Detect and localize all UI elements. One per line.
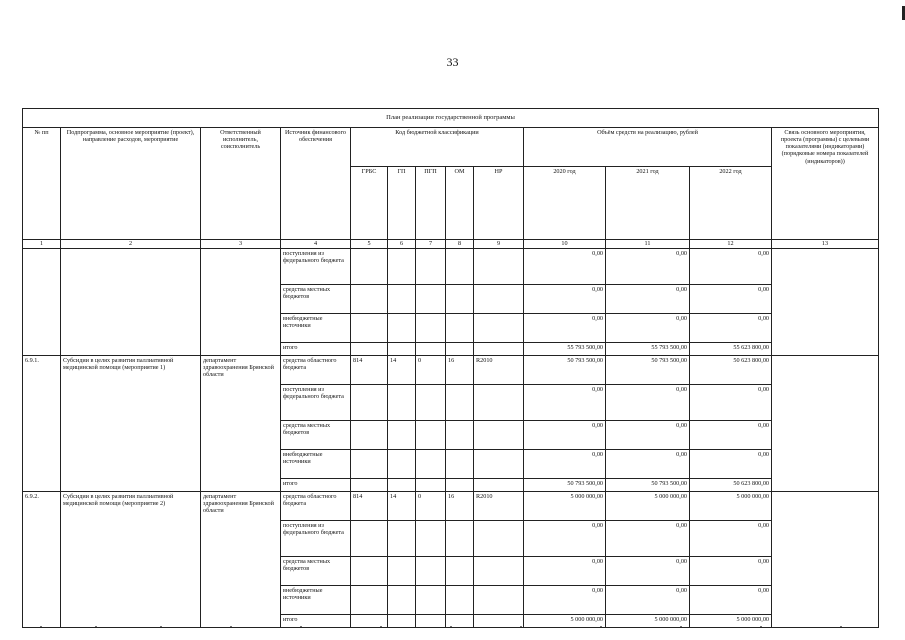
code-grbs-cell <box>351 385 388 421</box>
amount-2021-cell: 0,00 <box>606 586 690 615</box>
code-gp-cell <box>388 314 416 343</box>
column-number: 3 <box>201 240 281 249</box>
amount-2022-cell: 0,00 <box>690 586 772 615</box>
code-gp-cell <box>388 249 416 285</box>
code-om-cell <box>446 285 474 314</box>
amount-2022-cell: 0,00 <box>690 557 772 586</box>
code-nr-cell <box>474 586 524 615</box>
header-pgp: ПГП <box>416 167 446 240</box>
indicator-cell <box>772 356 879 492</box>
code-om-cell: 16 <box>446 492 474 521</box>
amount-2020-cell: 0,00 <box>524 557 606 586</box>
code-nr-cell: R2010 <box>474 356 524 385</box>
amount-2021-cell: 0,00 <box>606 521 690 557</box>
code-gp-cell: 14 <box>388 356 416 385</box>
table-caption: План реализации государственной программы <box>23 109 879 128</box>
amount-2021-cell: 5 000 000,00 <box>606 615 690 628</box>
code-gp-cell <box>388 586 416 615</box>
code-om-cell <box>446 479 474 492</box>
header-gp: ГП <box>388 167 416 240</box>
code-gp-cell <box>388 421 416 450</box>
code-om-cell <box>446 521 474 557</box>
code-nr-cell <box>474 285 524 314</box>
indicator-cell <box>772 249 879 356</box>
code-gp-cell <box>388 521 416 557</box>
source-cell: поступления из федерального бюджета <box>281 521 351 557</box>
header-source: Источник финансового обеспечения <box>281 128 351 240</box>
header-row <box>23 128 879 167</box>
amount-2020-cell: 50 793 500,00 <box>524 356 606 385</box>
source-cell: средства областного бюджета <box>281 356 351 385</box>
column-number: 2 <box>61 240 201 249</box>
code-grbs-cell <box>351 479 388 492</box>
amount-2020-cell: 0,00 <box>524 285 606 314</box>
plan-table <box>22 108 879 628</box>
code-gp-cell <box>388 479 416 492</box>
code-pgp-cell: 0 <box>416 492 446 521</box>
code-pgp-cell <box>416 343 446 356</box>
source-cell: средства местных бюджетов <box>281 421 351 450</box>
source-cell: итого <box>281 343 351 356</box>
code-nr-cell <box>474 450 524 479</box>
source-cell: внебюджетные источники <box>281 314 351 343</box>
amount-2020-cell: 0,00 <box>524 385 606 421</box>
source-cell: средства областного бюджета <box>281 492 351 521</box>
code-pgp-cell <box>416 421 446 450</box>
code-om-cell <box>446 586 474 615</box>
code-grbs-cell <box>351 421 388 450</box>
column-number: 4 <box>281 240 351 249</box>
code-grbs-cell: 814 <box>351 356 388 385</box>
item-executor: департамент здравоохранения Брянской области <box>201 492 281 628</box>
amount-2022-cell: 50 623 800,00 <box>690 479 772 492</box>
column-number: 9 <box>474 240 524 249</box>
column-number: 5 <box>351 240 388 249</box>
code-om-cell <box>446 385 474 421</box>
column-number-row <box>23 240 879 249</box>
column-number: 12 <box>690 240 772 249</box>
caption-row <box>23 109 879 128</box>
indicator-cell <box>772 492 879 628</box>
column-number: 8 <box>446 240 474 249</box>
source-cell: внебюджетные источники <box>281 586 351 615</box>
code-nr-cell <box>474 249 524 285</box>
amount-2022-cell: 0,00 <box>690 521 772 557</box>
code-om-cell <box>446 249 474 285</box>
amount-2022-cell: 0,00 <box>690 249 772 285</box>
header-num: № пп <box>23 128 61 240</box>
code-pgp-cell <box>416 450 446 479</box>
column-number: 1 <box>23 240 61 249</box>
amount-2022-cell: 0,00 <box>690 450 772 479</box>
amount-2020-cell: 0,00 <box>524 421 606 450</box>
scan-noise <box>0 626 905 632</box>
code-pgp-cell: 0 <box>416 356 446 385</box>
num-cell <box>23 249 61 356</box>
code-nr-cell <box>474 385 524 421</box>
header-executor: Ответственный исполнитель, соисполнитель <box>201 128 281 240</box>
source-cell: средства местных бюджетов <box>281 285 351 314</box>
amount-2020-cell: 0,00 <box>524 249 606 285</box>
amount-2022-cell: 0,00 <box>690 314 772 343</box>
amount-2022-cell: 5 000 000,00 <box>690 492 772 521</box>
code-grbs-cell <box>351 450 388 479</box>
amount-2021-cell: 0,00 <box>606 314 690 343</box>
amount-2021-cell: 5 000 000,00 <box>606 492 690 521</box>
item-number: 6.9.1. <box>23 356 61 492</box>
code-pgp-cell <box>416 285 446 314</box>
amount-2021-cell: 50 793 500,00 <box>606 356 690 385</box>
code-pgp-cell <box>416 557 446 586</box>
code-grbs-cell <box>351 285 388 314</box>
amount-2022-cell: 0,00 <box>690 421 772 450</box>
header-indicators: Связь основного мероприятия, проекта (программы) с целевыми показателями (индикаторами) (порядковые номера показателей (индикаторов)) <box>772 128 879 240</box>
code-gp-cell <box>388 557 416 586</box>
source-cell: итого <box>281 479 351 492</box>
code-nr-cell: R2010 <box>474 492 524 521</box>
source-cell: внебюджетные источники <box>281 450 351 479</box>
amount-2020-cell: 5 000 000,00 <box>524 492 606 521</box>
code-pgp-cell <box>416 385 446 421</box>
amount-2020-cell: 5 000 000,00 <box>524 615 606 628</box>
code-grbs-cell <box>351 343 388 356</box>
column-number: 13 <box>772 240 879 249</box>
code-nr-cell <box>474 479 524 492</box>
amount-2020-cell: 0,00 <box>524 450 606 479</box>
table-row <box>23 492 879 521</box>
amount-2022-cell: 55 623 800,00 <box>690 343 772 356</box>
item-name: Субсидии в целях развития паллиативной медицинской помощи (мероприятие 1) <box>61 356 201 492</box>
code-gp-cell: 14 <box>388 492 416 521</box>
code-grbs-cell <box>351 557 388 586</box>
code-pgp-cell <box>416 314 446 343</box>
amount-2020-cell: 0,00 <box>524 586 606 615</box>
column-number: 7 <box>416 240 446 249</box>
header-grbs: ГРБС <box>351 167 388 240</box>
amount-2021-cell: 0,00 <box>606 249 690 285</box>
source-cell: итого <box>281 615 351 628</box>
header-2020: 2020 год <box>524 167 606 240</box>
code-pgp-cell <box>416 586 446 615</box>
item-executor: департамент здравоохранения Брянской области <box>201 356 281 492</box>
code-nr-cell <box>474 314 524 343</box>
amount-2020-cell: 0,00 <box>524 314 606 343</box>
code-grbs-cell: 814 <box>351 492 388 521</box>
column-number: 11 <box>606 240 690 249</box>
header-2022: 2022 год <box>690 167 772 240</box>
amount-2021-cell: 55 793 500,00 <box>606 343 690 356</box>
page-number: 33 <box>446 55 459 69</box>
amount-2021-cell: 0,00 <box>606 450 690 479</box>
code-grbs-cell <box>351 521 388 557</box>
code-nr-cell <box>474 557 524 586</box>
code-grbs-cell <box>351 249 388 285</box>
source-cell: поступления из федерального бюджета <box>281 385 351 421</box>
code-pgp-cell <box>416 249 446 285</box>
program-cell <box>61 249 201 356</box>
column-number: 10 <box>524 240 606 249</box>
amount-2021-cell: 0,00 <box>606 421 690 450</box>
executor-cell <box>201 249 281 356</box>
code-gp-cell <box>388 343 416 356</box>
code-grbs-cell <box>351 314 388 343</box>
code-om-cell: 16 <box>446 356 474 385</box>
code-gp-cell <box>388 385 416 421</box>
header-2021: 2021 год <box>606 167 690 240</box>
amount-2021-cell: 0,00 <box>606 385 690 421</box>
header-amount: Объём средств на реализацию, рублей <box>524 128 772 167</box>
code-pgp-cell <box>416 521 446 557</box>
item-number: 6.9.2. <box>23 492 61 628</box>
code-om-cell <box>446 421 474 450</box>
amount-2021-cell: 0,00 <box>606 557 690 586</box>
code-om-cell <box>446 557 474 586</box>
amount-2022-cell: 5 000 000,00 <box>690 615 772 628</box>
code-pgp-cell <box>416 479 446 492</box>
code-om-cell <box>446 343 474 356</box>
amount-2020-cell: 50 793 500,00 <box>524 479 606 492</box>
amount-2022-cell: 50 623 800,00 <box>690 356 772 385</box>
amount-2020-cell: 55 793 500,00 <box>524 343 606 356</box>
code-nr-cell <box>474 421 524 450</box>
source-cell: средства местных бюджетов <box>281 557 351 586</box>
header-om: ОМ <box>446 167 474 240</box>
code-nr-cell <box>474 521 524 557</box>
header-program: Подпрограмма, основное мероприятие (проект), направление расходов, мероприятие <box>61 128 201 240</box>
amount-2021-cell: 50 793 500,00 <box>606 479 690 492</box>
code-grbs-cell <box>351 586 388 615</box>
amount-2021-cell: 0,00 <box>606 285 690 314</box>
source-cell: поступления из федерального бюджета <box>281 249 351 285</box>
amount-2020-cell: 0,00 <box>524 521 606 557</box>
code-om-cell <box>446 450 474 479</box>
table-row <box>23 249 879 285</box>
code-gp-cell <box>388 285 416 314</box>
amount-2022-cell: 0,00 <box>690 285 772 314</box>
code-om-cell <box>446 314 474 343</box>
amount-2022-cell: 0,00 <box>690 385 772 421</box>
table-row <box>23 356 879 385</box>
item-name: Субсидии в целях развития паллиативной медицинской помощи (мероприятие 2) <box>61 492 201 628</box>
header-budget-code: Код бюджетной классификации <box>351 128 524 167</box>
column-number: 6 <box>388 240 416 249</box>
code-nr-cell <box>474 343 524 356</box>
code-gp-cell <box>388 450 416 479</box>
header-nr: НР <box>474 167 524 240</box>
